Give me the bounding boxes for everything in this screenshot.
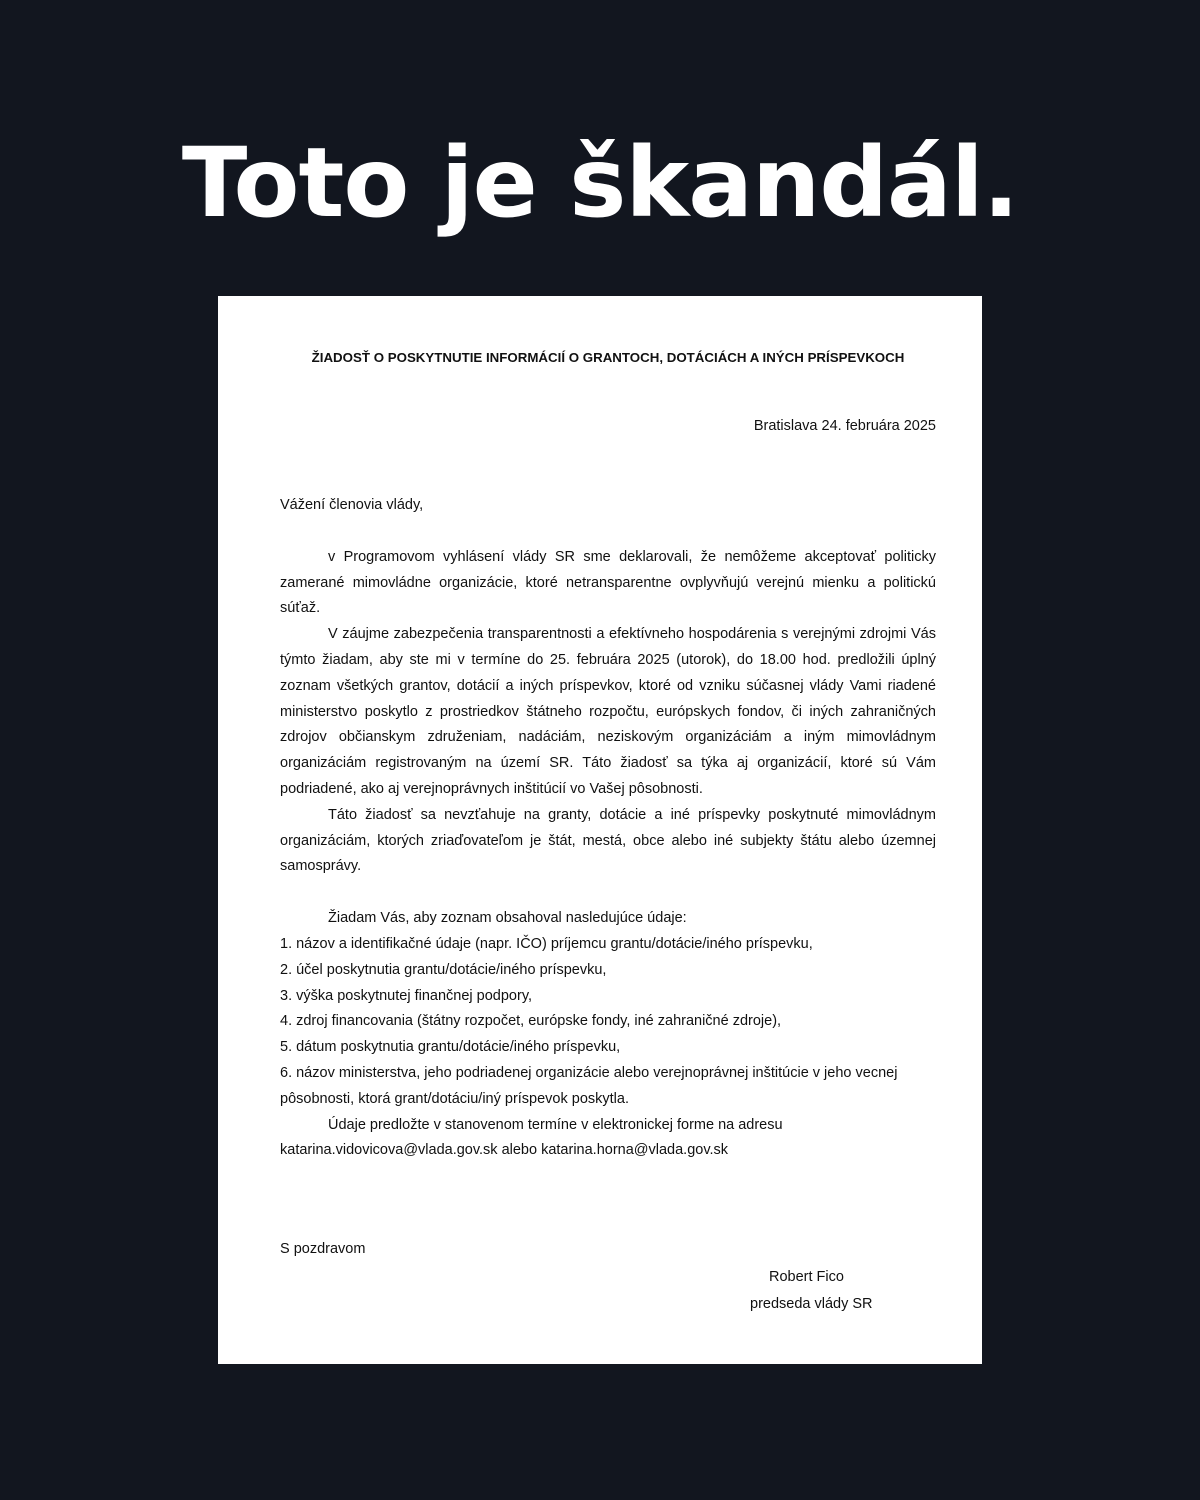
letter-date: Bratislava 24. februára 2025 bbox=[753, 418, 936, 434]
list-intro: Žiadam Vás, aby zoznam obsahoval nasledujúce údaje: bbox=[328, 910, 687, 927]
list-item: 3. výška poskytnutej finančnej podpory, bbox=[280, 987, 533, 1004]
list-item: 2. účel poskytnutia grantu/dotácie/iného príspevku, bbox=[280, 961, 607, 978]
signer-title: predseda vlády SR bbox=[750, 1296, 873, 1312]
paragraph-2: V záujme zabezpečenia transparentnosti a efektívneho hospodárenia s verejnými zdrojmi Vás týmto žiadam, aby ste mi v termíne do 25. februára 2025 (utorok), do 18.00 hod. predložili úplný zoznam všetkých grantov, dotácií a iných príspevkov, ktoré od vzniku súčasnej vlády Vami riadené ministerstvo poskytlo z prostriedkov štátneho rozpočtu, európskych fondov, či iných zahraničných zdrojov občianskym združeniam, nadáciám, neziskovým organizáciám a iným mimovládnym organizáciám registrovaným na území SR. Táto žiadosť sa týka aj organizácií, ktoré sú Vám podriadené, ako aj verejnoprávnych inštitúcií vo Vašej pôsobnosti. bbox=[280, 626, 936, 797]
spacer bbox=[280, 880, 936, 906]
list-item: 5. dátum poskytnutia grantu/dotácie/iného príspevku, bbox=[280, 1039, 621, 1056]
salutation: Vážení členovia vlády, bbox=[280, 497, 424, 513]
letter-document bbox=[218, 296, 982, 1364]
headline: Toto je škandál. bbox=[181, 127, 1019, 239]
paragraph-1: v Programovom vyhlásení vlády SR sme deklarovali, že nemôžeme akceptovať politicky zamerané mimovládne organizácie, ktoré netransparentne ovplyvňujú verejnú mienku a politickú súťaž. bbox=[280, 548, 936, 617]
submission-line: Údaje predložte v stanovenom termíne v elektronickej forme na adresu bbox=[328, 1116, 783, 1133]
emails-line: katarina.vidovicova@vlada.gov.sk alebo katarina.horna@vlada.gov.sk bbox=[280, 1142, 729, 1159]
list-item: 1. názov a identifikačné údaje (napr. IČO) príjemcu grantu/dotácie/iného príspevku, bbox=[280, 935, 813, 952]
list-item: 6. názov ministerstva, jeho podriadenej organizácie alebo verejnoprávnej inštitúcie v jeho vecnej pôsobnosti, ktorá grant/dotáciu/iný príspevok poskytla. bbox=[280, 1064, 898, 1107]
closing: S pozdravom bbox=[280, 1241, 366, 1257]
paragraph-3: Táto žiadosť sa nevzťahuje na granty, dotácie a iné príspevky poskytnuté mimovládnym organizáciám, ktorých zriaďovateľom je štát, mestá, obce alebo iné subjekty štátu alebo územnej samosprávy. bbox=[280, 806, 936, 875]
list-item: 4. zdroj financovania (štátny rozpočet, európske fondy, iné zahraničné zdroje), bbox=[280, 1013, 782, 1030]
letter-title: ŽIADOSŤ O POSKYTNUTIE INFORMÁCIÍ O GRANTOCH, DOTÁCIÁCH A INÝCH PRÍSPEVKOCH bbox=[311, 350, 905, 365]
letter-body bbox=[280, 493, 936, 1164]
requirements-list bbox=[280, 932, 936, 1113]
signer-name: Robert Fico bbox=[769, 1269, 844, 1285]
